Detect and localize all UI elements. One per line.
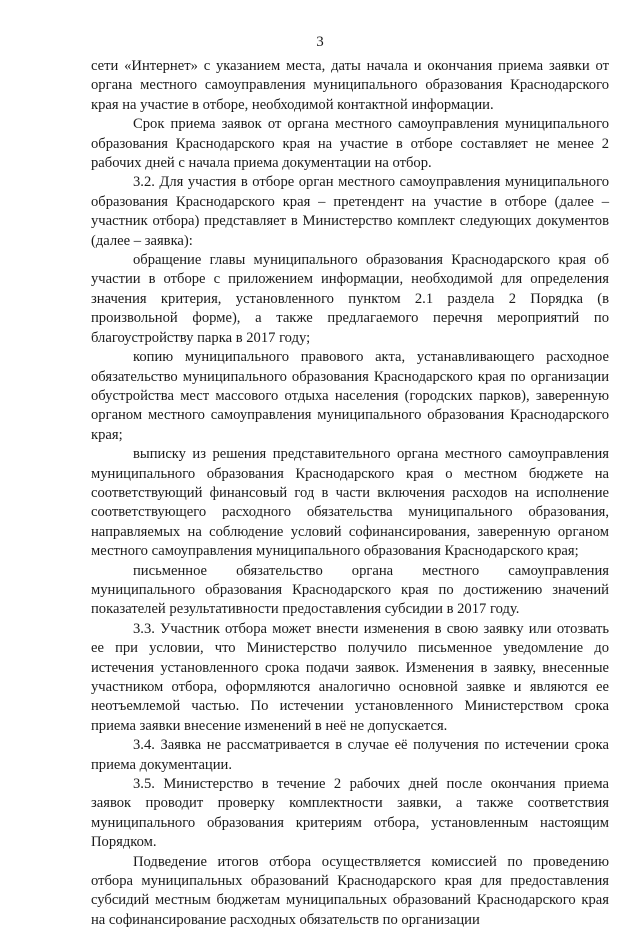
- document-body: [91, 57, 609, 930]
- paragraph: 3.5. Министерство в течение 2 рабочих дней после окончания приема заявок проводит проверку комплектности заявки, а также соответствия муниципального образования критериям отбора, установленным настоящим Порядком.: [91, 776, 609, 851]
- paragraph: выписку из решения представительного органа местного самоуправления муниципального образования Краснодарского края о местном бюджете на соответствующий финансовый год в части включения расходов на исполнение соответствующего расходного обязательства муниципального образования, направляемых на соблюдение условий софинансирования, заверенную органом местного самоуправления муниципального образования Краснодарского края;: [91, 446, 609, 560]
- paragraph: копию муниципального правового акта, устанавливающего расходное обязательство муниципального образования Краснодарского края по организации обустройства мест массового отдыха населения (городских парков), заверенную органом местного самоуправления муниципального образования Краснодарского края;: [91, 349, 609, 443]
- page-number: 3: [316, 34, 324, 50]
- paragraph: 3.4. Заявка не рассматривается в случае её получения по истечении срока приема документации.: [91, 737, 609, 773]
- paragraph: Подведение итогов отбора осуществляется комиссией по проведению отбора муниципальных образований Краснодарского края для предоставления субсидий местным бюджетам муниципальных образований Краснодарского края на софинансирование расходных обязательств по организации: [91, 853, 609, 928]
- paragraph: Срок приема заявок от органа местного самоуправления муниципального образования Краснодарского края на участие в отборе составляет не менее 2 рабочих дней с начала приема документации на отбор.: [91, 116, 609, 172]
- paragraph: сети «Интернет» с указанием места, даты начала и окончания приема заявки от органа местного самоуправления муниципального образования Краснодарского края на участие в отборе, необходимой контактной информации.: [91, 58, 609, 113]
- paragraph: письменное обязательство органа местного самоуправления муниципального образования Краснодарского края по достижению значений показателей результативности предоставления субсидии в 2017 году.: [91, 562, 609, 618]
- paragraph: 3.3. Участник отбора может внести изменения в свою заявку или отозвать ее при условии, что Министерство получило письменное уведомление до истечения установленного срока подачи заявок. Изменения в заявку, внесенные участником отбора, оформляются аналогично основной заявке и являются ее неотъемлемой частью. По истечении установленного Министерством срока приема заявки внесение изменений в неё не допускается.: [91, 620, 609, 734]
- paragraph: обращение главы муниципального образования Краснодарского края об участии в отборе с приложением информации, необходимой для определения значения критерия, установленного пунктом 2.1 раздела 2 Порядка (в произвольной форме), а также предлагаемого перечня мероприятий по благоустройству парка в 2017 году;: [91, 252, 609, 346]
- paragraph: 3.2. Для участия в отборе орган местного самоуправления муниципального образования Краснодарского края – претендент на участие в отборе (далее – участник отбора) представляет в Министерство комплект следующих документов (далее – заявка):: [91, 174, 609, 249]
